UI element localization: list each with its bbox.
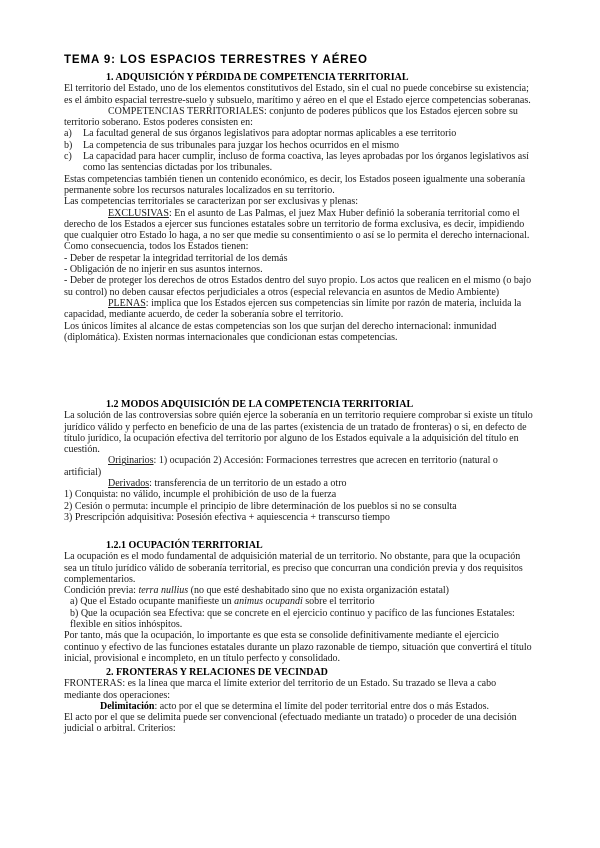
list-item-text: La capacidad para hacer cumplir, incluso de forma coactiva, las leyes aprobadas por los órganos legislativos así como las sentencias dictadas por los tribunales. [83,151,529,174]
paragraph [64,455,534,478]
paragraph: Como consecuencia, todos los Estados tienen: [64,241,249,253]
exclusivas-label: EXCLUSIVAS [108,207,169,219]
animus-ocupandi: animus ocupandi [234,596,303,608]
list-item: - Obligación de no injerir en sus asuntos internos. [64,264,263,276]
list-item [64,128,534,139]
list-item [64,140,534,151]
list-item: b) Que la ocupación sea Efectiva: que se concrete en el ejercicio continuo y pacífico de las funciones Estatales: flexible en sitios inhóspitos. [70,607,515,631]
list-item: - Deber de proteger los derechos de otros Estados dentro del suyo propio. Los actos que realicen en el mismo (o bajo su control) no deben causar efectos perjudiciales a otros (especial relevancia en asuntos de Medio Ambiente) [64,275,532,298]
cond-label: Condición previa: [64,585,139,597]
list-item [64,151,534,174]
section-2 [64,667,534,735]
list-marker: a) [64,128,72,140]
list-item: - Deber de respetar la integridad territorial de los demás [64,252,288,264]
exclusivas-text: : En el asunto de Las Palmas, el juez Max Huber definió la soberanía territorial como el derecho de los Estados a ejercer sus funciones estatales sobre un territorio de forma exclusiva, es decir, impidiendo que cualquier otro Estado lo haga, a no ser que medie su consentimiento o así se lo permita el derecho internacional. [64,207,530,242]
list-marker: c) [64,151,72,163]
condicion-previa [64,585,534,596]
cond-text: (no que esté deshabitado sino que no exista organización estatal) [188,585,450,597]
section-1-heading: 1. ADQUISICIÓN Y PÉRDIDA DE COMPETENCIA TERRITORIAL [106,72,409,83]
paragraph [64,106,534,129]
paragraph: Por tanto, más que la ocupación, lo importante es que esta se consolide definitivamente mediante el ejercicio continuo y efectivo de las funciones estatales durante un plazo razonable de tiempo, situación que convertirá el título inicial, provisional e incompleto, en un título perfecto y consolidado. [64,630,532,664]
paragraph: Los únicos límites al alcance de estas competencias son los que surjan del derecho internacional: inmunidad (diplomática). Existen normas internacionales que condicionan estas competencias. [64,320,497,343]
plenas-label: PLENAS [108,297,146,309]
list-item: 2) Cesión o permuta: incumple el principio de libre determinación de los pueblos si no se consulta [64,500,457,512]
list-item [64,596,534,607]
paragraph: Las competencias territoriales se caracterizan por ser exclusivas y plenas: [64,196,359,208]
list-item-text: La facultad general de sus órganos legislativos para adoptar normas aplicables a ese territorio [83,128,457,140]
derivados-text: : transferencia de un territorio de un estado a otro [149,478,347,490]
originarios-text: : 1) ocupación 2) Accesión: Formaciones terrestres que acrecen en territorio (natural o artificial) [64,455,498,478]
list-item: 1) Conquista: no válido, incumple el prohibición de uso de la fuerza [64,489,337,501]
section-1-2-1 [64,540,534,664]
section-2-heading: 2. FRONTERAS Y RELACIONES DE VECINDAD [106,667,328,678]
paragraph [64,478,534,489]
paragraph: El acto por el que se delimita puede ser convencional (efectuado mediante un tratado) o proceder de una decisión judicial o arbitral. Criterios: [64,712,517,735]
item-a-text: a) Que el Estado ocupante manifieste un [70,596,235,608]
derivados-label: Derivados [108,478,150,490]
page-title: TEMA 9: LOS ESPACIOS TERRESTRES Y AÉREO [64,54,368,66]
list-item-text: La competencia de sus tribunales para juzgar los hechos ocurridos en el mismo [83,139,400,151]
paragraph: FRONTERAS: es la línea que marca el límite exterior del territorio de un Estado. Su trazado se lleva a cabo mediante dos operaciones: [64,678,497,701]
section-1-2 [64,399,534,523]
list-marker: b) [64,139,73,151]
section-1-2-1-heading: 1.2.1 OCUPACIÓN TERRITORIAL [106,540,263,551]
competencias-list [64,128,534,173]
terra-nullius: terra nullius [138,585,189,597]
paragraph [64,701,534,712]
section-1 [64,72,534,343]
delimitacion-label: Delimitación [100,700,155,712]
list-item: 3) Prescripción adquisitiva: Posesión efectiva + aquiescencia + transcurso tiempo [64,511,390,523]
item-a-tail: sobre el territorio [302,596,375,608]
paragraph: El territorio del Estado, uno de los elementos constitutivos del Estado, sin el cual no puede concebirse su existencia; es el ámbito espacial terrestre-suelo y subsuelo, marítimo y aéreo en el que el Estado ejerce competencias soberanas. [64,83,531,106]
paragraph [64,298,534,321]
paragraph: La solución de las controversias sobre quién ejerce la soberanía en un territorio requiere comprobar si existe un título jurídico válido y perfecto en beneficio de una de las partes (existencia de un tratado de fronteras) o si, en defecto de título jurídico, la ocupación efectiva del territorio por alguno de los Estados equivale a la adquisición del título en cuestión. [64,410,533,456]
originarios-label: Originarios [108,455,154,467]
delimitacion-text: : acto por el que se determina el límite del poder territorial entre dos o más Estados. [154,700,490,712]
section-1-2-heading: 1.2 MODOS ADQUISICIÓN DE LA COMPETENCIA TERRITORIAL [106,399,414,410]
paragraph: Estas competencias también tienen un contenido económico, es decir, los Estados poseen igualmente una soberanía permanente sobre los recursos naturales localizados en su territorio. [64,173,526,196]
paragraph: La ocupación es el modo fundamental de adquisición material de un territorio. No obstante, para que la ocupación sea un título jurídico válido de soberanía territorial, es preciso que concurran una condición previa y dos requisitos complementarios. [64,551,523,585]
plenas-text: : implica que los Estados ejercen sus competencias sin límite por razón de materia, incluida la capacidad, mediante acuerdo, de ceder la soberanía sobre el territorio. [64,297,522,321]
competencias-text: COMPETENCIAS TERRITORIALES: conjunto de poderes públicos que los Estados ejercen sobre su territorio soberano. Estos poderes consisten en: [64,105,518,129]
paragraph [64,208,534,242]
